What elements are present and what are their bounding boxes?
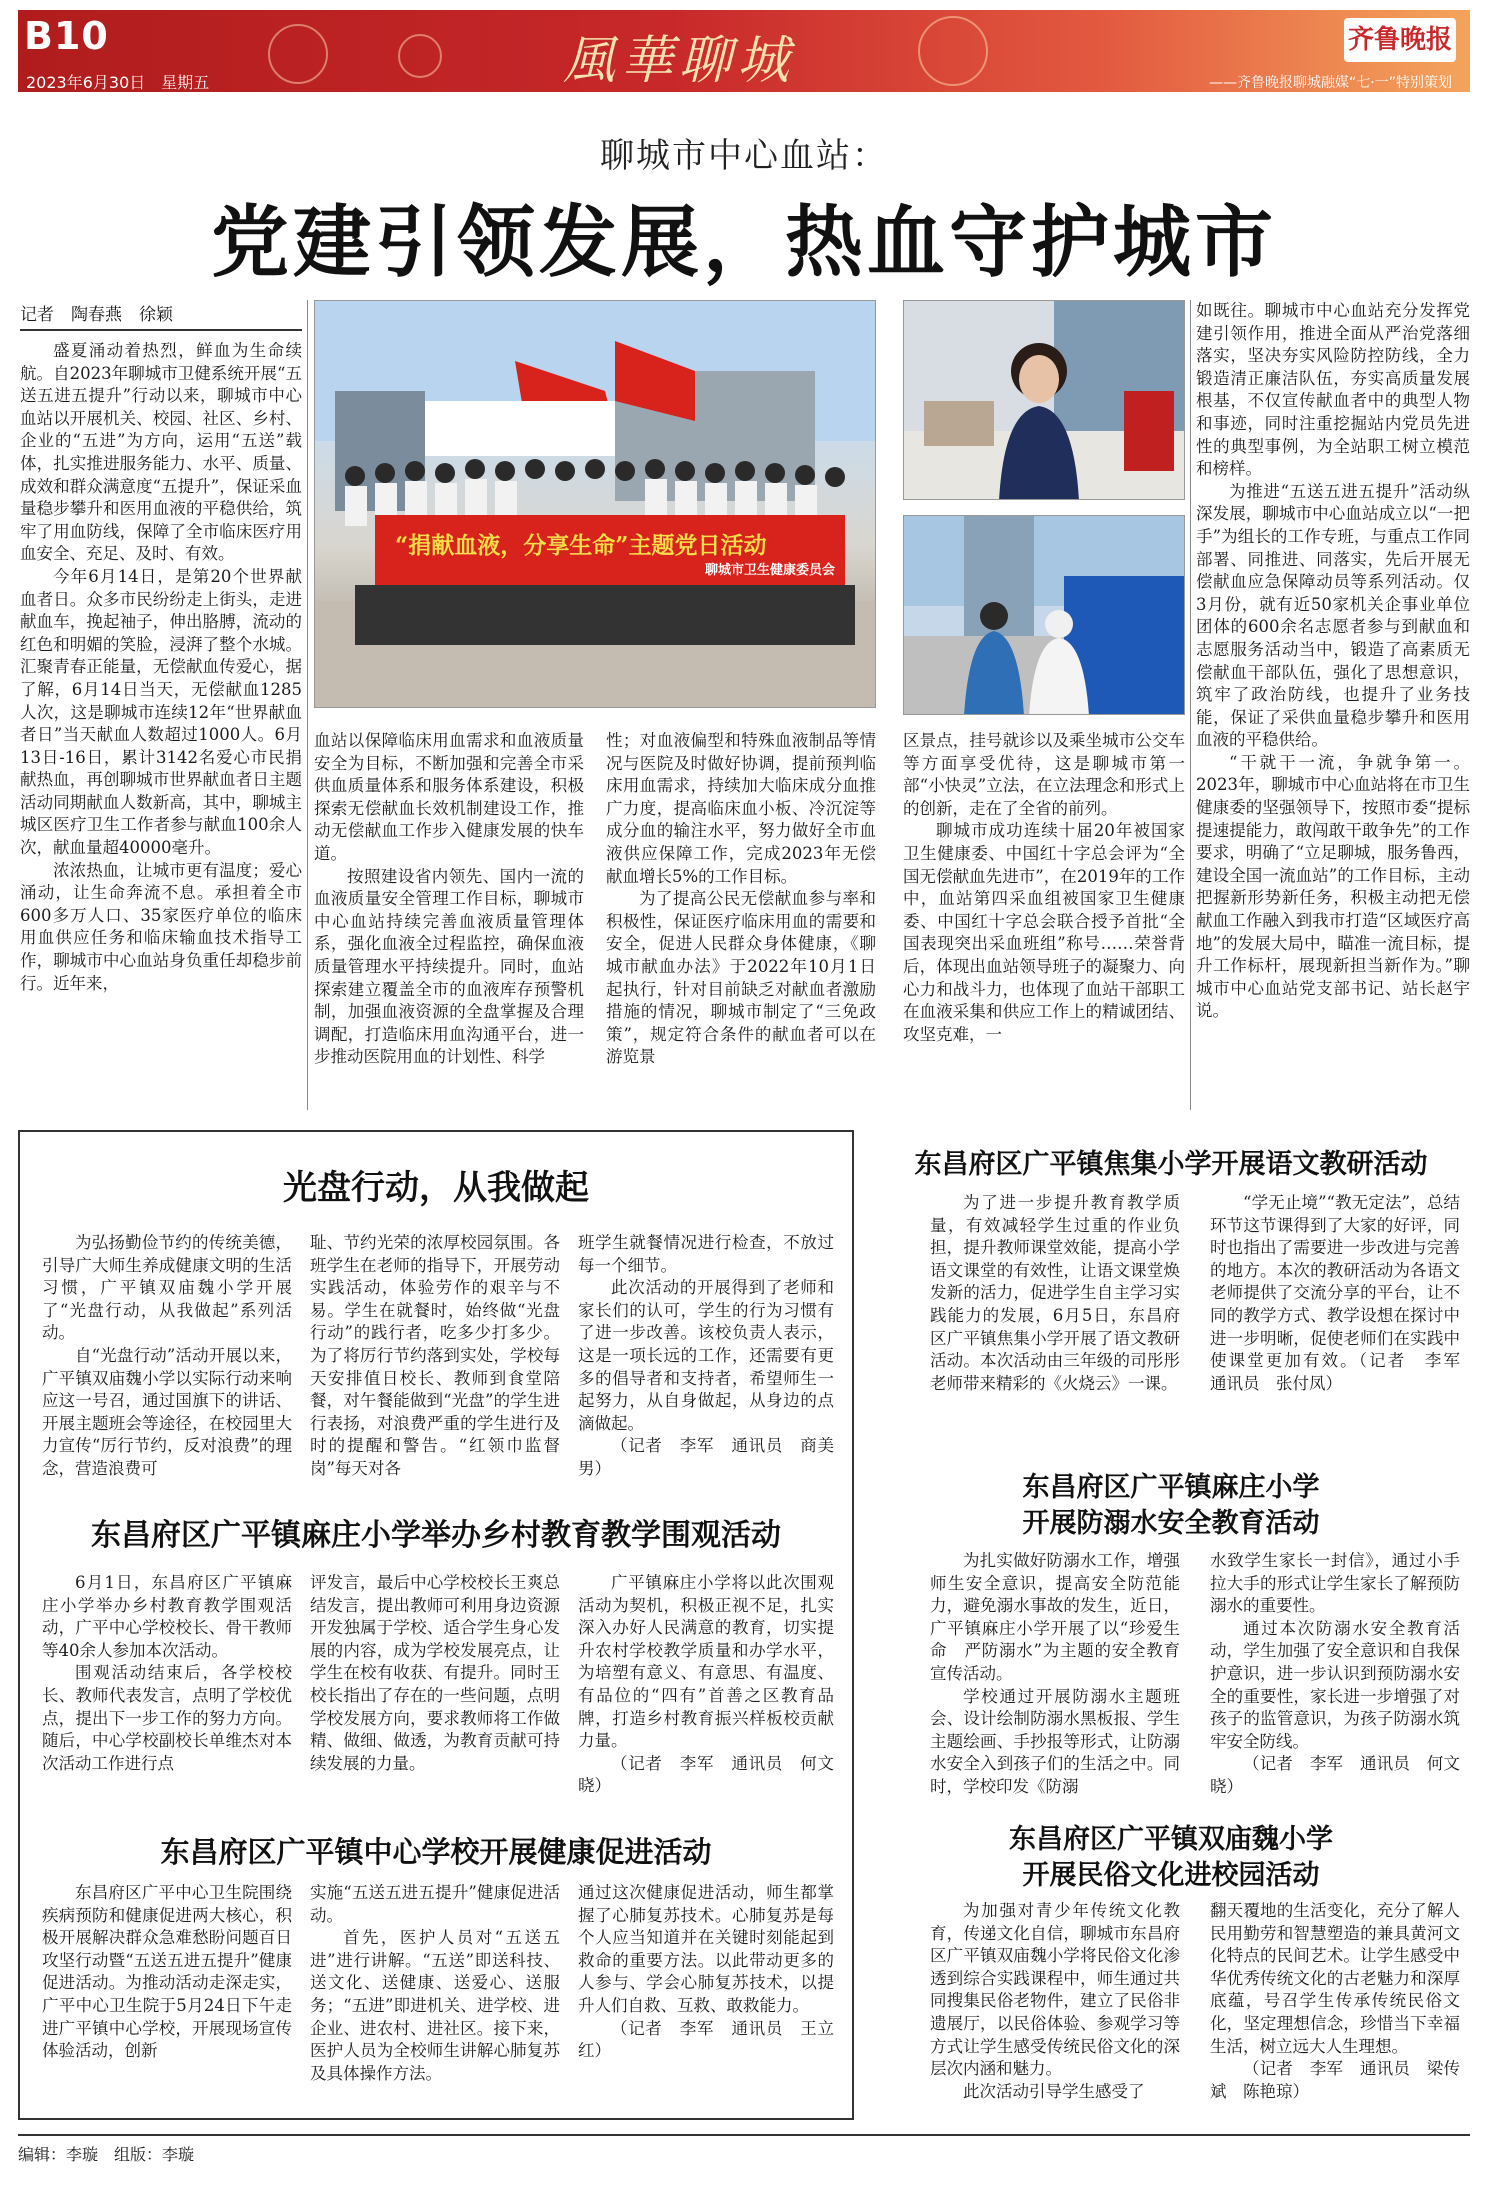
paragraph: 翻天覆地的生活变化，充分了解人民用勤劳和智慧塑造的兼具黄河文化特点的民间艺术。让学生感受中华优秀传统文化的古老魅力和深厚底蕴，号召学生传承传统民俗文化，坚定理想信念，珍惜当下幸福生活，树立远大人生理想。	[1210, 1901, 1460, 2056]
paragraph: （记者 李军 通讯员 何文晓）	[578, 1753, 834, 1796]
paragraph: 围观活动结束后，各学校校长、教师代表发言，点明了学校优点，提出下一步工作的努力方向。随后，中心学校副校长单维杰对本次活动工作进行点	[42, 1663, 292, 1773]
column-divider	[1190, 300, 1191, 1110]
lead-column-4	[903, 730, 1185, 1110]
paragraph: 实施“五送五进五提升”健康促进活动。	[310, 1883, 560, 1925]
paragraph: “学无止境”“教无定法”，总结环节这节课得到了大家的好评，同时也指出了需要进一步改进与完善的地方。本次的教研活动为各语文老师提供了交流分享的平台，让不同的教学方式、教学设想在探讨中进一步明晰，促使老师们在实践中使课堂更加有效。（记者 李军 通讯员 张付凤）	[1210, 1193, 1477, 1393]
story-title	[872, 1470, 1470, 1542]
photo-scene	[315, 301, 876, 708]
paragraph: （记者 李军 通讯员 商美男）	[578, 1436, 834, 1478]
paragraph: 血站以保障临床用血需求和血液质量安全为目标，不断加强和完善全市采供血质量体系和服务体系建设，积极探索无偿献血长效机制建设工作，推动无偿献血工作步入健康发展的快车道。	[314, 731, 584, 863]
story-title	[872, 1822, 1470, 1894]
story-column	[310, 1572, 560, 1822]
story-title-line: 开展民俗文化进校园活动	[1022, 1860, 1320, 1891]
story-column	[930, 1550, 1180, 1805]
story-column	[310, 1232, 560, 1492]
paragraph: 东昌府区广平中心卫生院围绕疾病预防和健康促进两大核心，积极开展解决群众急难愁盼问题百日攻坚行动暨“五送五进五提升”健康促进活动。为推动活动走深走实，广平中心卫生院于5月24日下午走进广平镇中心学校，开展现场宣传体验活动，创新	[42, 1883, 292, 2061]
story-column	[1210, 1550, 1460, 1805]
paragraph: “干就干一流，争就争第一。2023年，聊城市中心血站将在市卫生健康委的坚强领导下，按照市委“提标提速提能力，敢闯敢干敢争先”的工作要求，明确了“立足聊城，服务鲁西，建设全国一流血站”的工作目标，主动把握新形势新任务，积极主动把无偿献血工作融入到我市打造“区域医疗高地”的发展大局中，瞄准一流目标，提升工作标杆，展现新担当新作为。”聊城市中心血站党支部书记、站长赵宇说。	[1196, 752, 1470, 1021]
paragraph: 广平镇麻庄小学将以此次围观活动为契机，积极正视不足，扎实深入办好人民满意的教育，切实提升农村学校教学质量和办学水平，为培塑有意义、有意思、有温度、有品位的“四有”首善之区教育品牌，打造乡村教育振兴样板校贡献力量。	[578, 1573, 834, 1751]
column-divider	[307, 300, 308, 1110]
paragraph: （记者 李军 通讯员 王立红）	[578, 2018, 834, 2061]
masthead	[18, 10, 1470, 92]
paragraph: 自“光盘行动”活动开展以来，广平镇双庙魏小学以实际行动来响应这一号召，通过国旗下的讲话、开展主题班会等途径，在校园里大力宣传“厉行节约，反对浪费”的理念，营造浪费可	[42, 1345, 292, 1478]
story-column	[42, 1882, 292, 2107]
paragraph: 盛夏涌动着热烈，鲜血为生命续航。自2023年聊城市卫健系统开展“五送五进五提升”行动以来，聊城市中心血站以开展机关、校园、社区、乡村、企业的“五进”为方向，运用“五送”载体，扎实推进服务能力、水平、质量、成效和群众满意度“五提升”，保证采血量稳步攀升和医用血液的平稳供给，筑牢了用血防线，保障了全市临床医疗用血安全、充足、及时、有效。	[20, 341, 302, 564]
story-title-line: 开展防溺水安全教育活动	[1022, 1508, 1320, 1539]
story-title: 光盘行动，从我做起	[283, 1168, 589, 1208]
story-title: 东昌府区广平镇麻庄小学举办乡村教育教学围观活动	[91, 1518, 781, 1553]
paragraph: 按照建设省内领先、国内一流的血液质量安全管理工作目标，聊城市中心血站持续完善血液质量管理体系，强化血液全过程监控，确保血液质量管理水平持续提升。同时，血站探索建立覆盖全市的血液库存预警机制，加强血液资源的全盘掌握及合理调配，打造临床用血沟通平台，进一步推动医院用血的计划性、科学	[314, 866, 584, 1067]
story-column	[1210, 1192, 1477, 1457]
lead-kicker: 聊城市中心血站：	[600, 136, 888, 176]
story-column	[1210, 1900, 1460, 2125]
story-column	[930, 1900, 1180, 2125]
paragraph: 学校通过开展防溺水主题班会、设计绘制防溺水黑板报、学生主题绘画、手抄报等形式，让防溺水安全入到孩子们的生活之中。同时，学校印发《防溺	[930, 1686, 1180, 1796]
photo-banner-text: “捐献血液，分享生命”主题党日活动	[395, 532, 767, 559]
lead-photo-group	[314, 300, 876, 708]
paragraph: 耻、节约光荣的浓厚校园氛围。各班学生在老师的指导下，开展劳动实践活动，体验劳作的艰辛与不易。学生在就餐时，始终做“光盘行动”的践行者，吃多少打多少。为了将厉行节约落到实处，学校每天安排值日校长、教师到食堂陪餐，对午餐能做到“光盘”的学生进行表扬，对浪费严重的学生进行及时的提醒和警告。“红领巾监督岗”每天对各	[310, 1233, 560, 1478]
paragraph: 为弘扬勤俭节约的传统美德，引导广大师生养成健康文明的生活习惯，广平镇双庙魏小学开展了“光盘行动，从我做起”系列活动。	[42, 1233, 292, 1343]
masthead-subtitle: ——齐鲁晚报聊城融媒“七·一”特别策划	[1209, 75, 1452, 91]
paragraph: 今年6月14日，是第20个世界献血者日。众多市民纷纷走上街头，走进献血车，挽起袖子，伸出胳膊，流动的红色和明媚的笑脸，浸湃了整个水城。汇聚青春正能量，无偿献血传爱心，据了解，6月14日当天，无偿献血1285人次，这是聊城市连续12年“世界献血者日”当天献血人数超过1000人。6月13日-16日，累计3142名爱心市民捐献热血，再创聊城市世界献血者日主题活动同期献血人数新高，其中，聊城主城区医疗卫生工作者参与献血100余人次，献血量超40000毫升。	[20, 566, 302, 858]
ferris-wheel-ornament-icon	[268, 24, 328, 84]
paragraph: 首先，医护人员对“五送五进”进行讲解。“五送”即送科技、送文化、送健康、送爱心、送服务；“五进”即进机关、进学校、进企业、进农村、进社区。接下来，医护人员为全校师生讲解心肺复苏及具体操作方法。	[310, 1928, 560, 2083]
paragraph: 6月1日，东昌府区广平镇麻庄小学举办乡村教育教学围观活动，广平中心学校校长、骨干教师等40余人参加本次活动。	[42, 1573, 292, 1660]
paragraph: 聊城市成功连续十届20年被国家卫生健康委、中国红十字总会评为“全国无偿献血先进市”，在2019年的工作中，血站第四采血组被国家卫生健康委、中国红十字总会联合授予首批“全国表现突出采血班组”称号……荣誉背后，体现出血站领导班子的凝聚力、向心力和战斗力，也体现了血站干部职工在血液采集和供应工作上的精诚团结、攻坚克难，一	[903, 821, 1185, 1044]
story-title-line: 东昌府区广平镇双庙魏小学	[1009, 1824, 1333, 1855]
paragraph: 通过这次健康促进活动，师生都掌握了心肺复苏技术。心肺复苏是每个人应当知道并在关键时刻能起到救命的重要方法。以此带动更多的人参与、学会心肺复苏技术，以提升人们自救、互救、敢救能力。	[578, 1883, 834, 2015]
paragraph: 性；对血液偏型和特殊血液制品等情况与医院及时做好协调，提前预判临床用血需求，持续加大临床成分血推广力度，提高临床血小板、冷沉淀等成分血的输注水平，努力做好全市血液供应保障工作，完成2023年无偿献血增长5%的工作目标。	[606, 731, 876, 886]
paragraph: 为了进一步提升教育教学质量，有效减轻学生过重的作业负担，提升教师课堂效能，提高小学语文课堂的有效性，让语文课堂焕发新的活力，促进学生自主学习实践能力的发展，6月5日，东昌府区广平镇焦集小学开展了语文教研活动。本次活动由三年级的司彤彤老师带来精彩的《火烧云》一课。	[930, 1193, 1180, 1393]
story-column	[578, 1572, 834, 1822]
story-column	[310, 1882, 560, 2107]
page-footer	[18, 2134, 1470, 2165]
story-title: 东昌府区广平镇中心学校开展健康促进活动	[160, 1835, 712, 1869]
paragraph: 为推进“五送五进五提升”活动纵深发展，聊城市中心血站成立以“一把手”为组长的工作专班，与重点工作同部署、同推进、同落实，先后开展无偿献血应急保障动员等系列活动。仅3月份，就有近50家机关企事业单位团体的600余名志愿者参与到献血和志愿服务活动当中，锻造了高素质无偿献血干部队伍，强化了思想意识，筑牢了政治防线，也提升了业务技能，保证了采供血量稳步攀升和医用血液的平稳供给。	[1196, 481, 1470, 750]
story-title: 东昌府区广平镇焦集小学开展语文教研活动	[914, 1149, 1428, 1180]
story-column	[930, 1192, 1180, 1457]
paragraph: 如既往。聊城市中心血站充分发挥党建引领作用，推进全面从严治党落细落实，坚决夯实风险防控防线，全力锻造清正廉洁队伍，夯实高质量发展根基，不仅宣传献血者中的典型人物和事迹，同时注重挖掘站内党员先进性的典型事例，为全站职工树立模范和榜样。	[1196, 301, 1470, 479]
paragraph: 此次活动引导学生感受了	[963, 2081, 1145, 2101]
paragraph: 评发言，最后中心学校校长王爽总结发言，提出教师可利用身边资源开发独属于学校、适合学生身心发展的内容，成为学校发展亮点，让学生在校有收获、有提升。同时王校长指出了存在的一些问题，点明学校发展方向，要求教师将工作做精、做细、做透，为教育贡献可持续发展的力量。	[310, 1573, 560, 1773]
ornament-circle-icon	[398, 34, 442, 78]
paragraph: 为加强对青少年传统文化教育，传递文化自信，聊城市东昌府区广平镇双庙魏小学将民俗文化渗透到综合实践课程中，师生通过共同搜集民俗老物件，建立了民俗非遗展厅，以民俗体验、参观学习等方式让学生感受传统民俗文化的深层次内涵和魅力。	[930, 1901, 1180, 2079]
story-column	[578, 1232, 834, 1492]
lead-column-3	[606, 730, 876, 1110]
paragraph: 为了提高公民无偿献血参与率和积极性，保证医疗临床用血的需要和安全，促进人民群众身体健康，《聊城市献血办法》于2022年10月1日起执行，针对目前缺乏对献血者激励措施的情况，聊城市制定了“三免政策”，规定符合条件的献血者可以在游览景	[606, 889, 876, 1067]
issue-date: 2023年6月30日 星期五	[26, 73, 210, 92]
paragraph: 为扎实做好防溺水工作，增强师生安全意识，提高安全防范能力，避免溺水事故的发生，近日，广平镇麻庄小学开展了以“珍爱生命 严防溺水”为主题的安全教育宣传活动。	[930, 1551, 1180, 1683]
blood-drive-photo	[903, 515, 1185, 715]
story-column	[42, 1232, 292, 1492]
column-title: 風華聊城	[563, 31, 796, 91]
lead-headline: 党建引领发展，热血守护城市	[210, 197, 1277, 288]
brand-logo: 齐鲁晚报	[1344, 18, 1456, 62]
photo-banner-org: 聊城市卫生健康委员会	[704, 563, 835, 578]
lead-column-1	[20, 340, 302, 1110]
paragraph: 区景点，挂号就诊以及乘坐城市公交车等方面享受优待，这是聊城市第一部“小快灵”立法，在立法理念和形式上的创新，走在了全省的前列。	[903, 731, 1185, 818]
paragraph: （记者 李军 通讯员 梁传斌 陈艳琼）	[1210, 2059, 1460, 2101]
donor-photo	[903, 300, 1185, 500]
story-column	[42, 1572, 292, 1822]
paragraph: 通过本次防溺水安全教育活动，学生加强了安全意识和自我保护意识，进一步认识到预防溺水安全的重要性，家长进一步增强了对孩子的监管意识，为孩子防溺水筑牢安全防线。	[1210, 1618, 1460, 1751]
ornament-circle-icon	[918, 16, 988, 86]
editor-credit: 编辑：李璇 组版：李璇	[18, 2145, 195, 2164]
paragraph: 水致学生家长一封信》，通过小手拉大手的形式让学生家长了解预防溺水的重要性。	[1210, 1551, 1460, 1616]
story-title-line: 东昌府区广平镇麻庄小学	[1022, 1472, 1320, 1503]
page-number: B10	[24, 14, 109, 58]
photo-scene	[904, 301, 1185, 500]
lead-column-5	[1196, 300, 1470, 1110]
story-column	[578, 1882, 834, 2107]
paragraph: 浓浓热血，让城市更有温度；爱心涌动，让生命奔流不息。承担着全市600多万人口、35家医疗单位的临床用血供应任务和临床输血技术指导工作，聊城市中心血站身负重任却稳步前行。近年来，	[20, 860, 302, 993]
lead-byline: 记者 陶春燕 徐颖	[20, 300, 302, 331]
photo-scene	[904, 516, 1185, 715]
paragraph: 班学生就餐情况进行检查，不放过每一个细节。	[578, 1233, 834, 1275]
lead-column-2	[314, 730, 584, 1110]
paragraph: 此次活动的开展得到了老师和家长们的认可，学生的行为习惯有了进一步改善。该校负责人表示，这是一项长远的工作，还需要有更多的倡导者和支持者，希望师生一起努力，从自身做起，从身边的点滴做起。	[578, 1278, 834, 1433]
paragraph: （记者 李军 通讯员 何文晓）	[1210, 1754, 1460, 1796]
